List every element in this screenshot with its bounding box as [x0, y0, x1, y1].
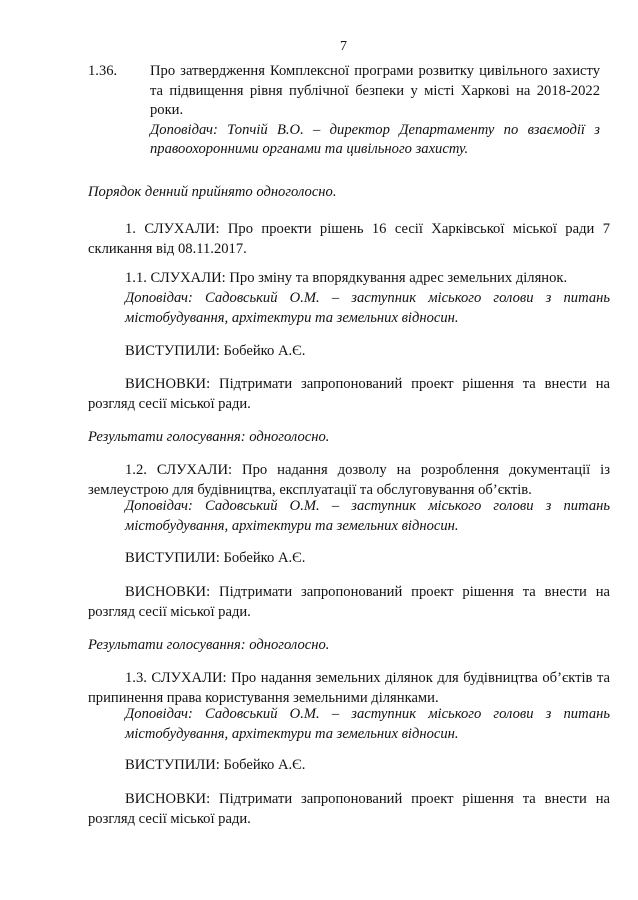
item-1-2-conclusion: ВИСНОВКИ: Підтримати запропонований проект рішення та внести на розгляд сесії міської ради. [88, 584, 610, 620]
item-1-2-spoke: ВИСТУПИЛИ: Бобейко А.Є. [125, 550, 306, 566]
item-1-2-reporter: Доповідач: Садовський О.М. – заступник міського голови з питань містобудування, архітектури та земельних відносин. [125, 498, 610, 534]
agenda-adopted-note: Порядок денний прийнято одноголосно. [88, 184, 337, 200]
item-1-1-conclusion: ВИСНОВКИ: Підтримати запропонований проект рішення та внести на розгляд сесії міської ради. [88, 376, 610, 412]
agenda-item-reporter: Доповідач: Топчій В.О. – директор Департаменту по взаємодії з правоохоронними органами та цивільного захисту. [150, 121, 600, 157]
agenda-item-body [150, 62, 600, 160]
section-1-heard: 1. СЛУХАЛИ: Про проекти рішень 16 сесії Харківської міської ради 7 скликання від 08.11.2017. [88, 221, 610, 257]
item-1-1-heard: 1.1. СЛУХАЛИ: Про зміну та впорядкування адрес земельних ділянок. [125, 270, 568, 286]
page-number: 7 [340, 39, 347, 54]
item-1-1-spoke: ВИСТУПИЛИ: Бобейко А.Є. [125, 343, 306, 359]
item-1-1-vote: Результати голосування: одноголосно. [88, 429, 330, 445]
item-1-3-heard: 1.3. СЛУХАЛИ: Про надання земельних ділянок для будівництва об’єктів та припинення права користування земельними ділянками. [88, 670, 610, 706]
item-1-1-reporter: Доповідач: Садовський О.М. – заступник міського голови з питань містобудування, архітектури та земельних відносин. [125, 290, 610, 326]
agenda-item-number: 1.36. [88, 63, 118, 79]
agenda-item-title: Про затвердження Комплексної програми розвитку цивільного захисту та підвищення рівня публічної безпеки у місті Харкові на 2018-2022 роки. [150, 63, 600, 118]
item-1-2-vote: Результати голосування: одноголосно. [88, 637, 330, 653]
item-1-2-heard: 1.2. СЛУХАЛИ: Про надання дозволу на розроблення документації із землеустрою для будівництва, експлуатації та обслуговування об’єктів. [88, 462, 610, 498]
item-1-3-conclusion: ВИСНОВКИ: Підтримати запропонований проект рішення та внести на розгляд сесії міської ради. [88, 791, 610, 827]
item-1-3-reporter: Доповідач: Садовський О.М. – заступник міського голови з питань містобудування, архітектури та земельних відносин. [125, 706, 610, 742]
item-1-3-spoke: ВИСТУПИЛИ: Бобейко А.Є. [125, 757, 306, 773]
